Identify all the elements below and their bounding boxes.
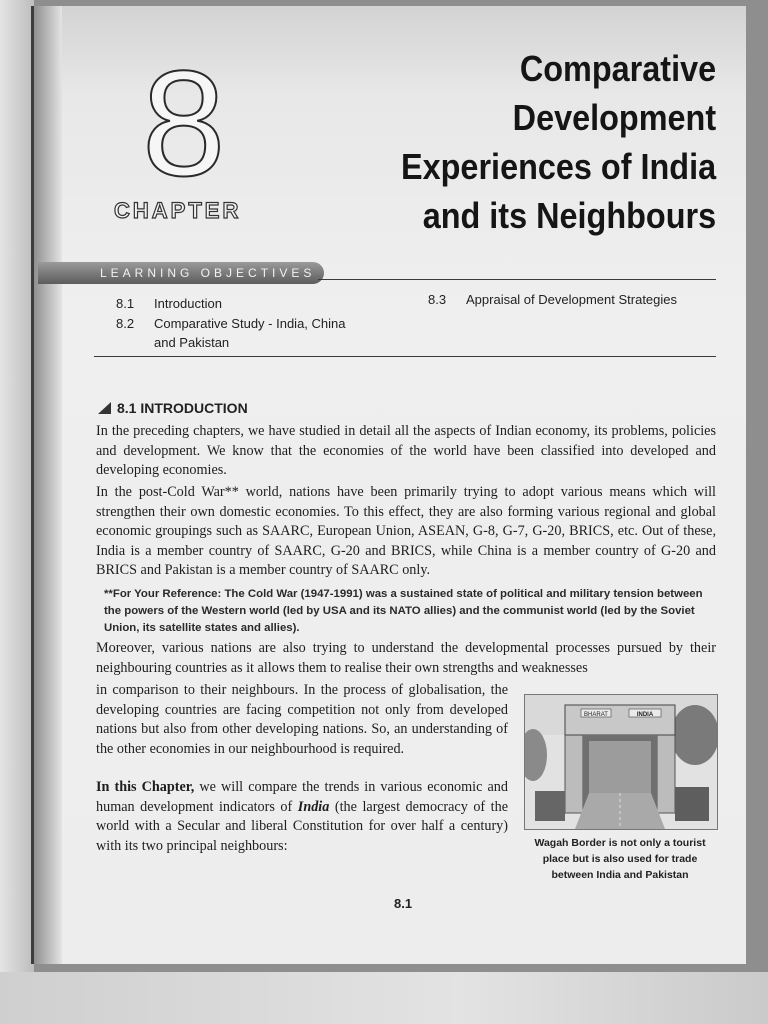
section-heading-text: 8.1 INTRODUCTION bbox=[117, 400, 248, 416]
objective-item-continuation: and Pakistan bbox=[154, 335, 230, 350]
paragraph-neighbours: Moreover, various nations are also trying to understand the developmental processes pursued by their neighbouring countries as it allows them to realise their own strengths and weaknesses bbox=[96, 640, 716, 676]
paragraph-text: we will compare the trends in various economic and human development indicators of bbox=[96, 779, 508, 815]
objective-item bbox=[116, 314, 345, 333]
paragraph-this-chapter bbox=[96, 778, 508, 856]
objectives-rule bbox=[94, 356, 716, 357]
chapter-title-line: Development bbox=[512, 97, 716, 138]
page-number: 8.1 bbox=[394, 896, 413, 911]
gate-sign-left: BHARAT bbox=[584, 712, 608, 718]
objective-text: Comparative Study - India, China bbox=[154, 316, 346, 331]
section-heading bbox=[98, 400, 248, 416]
page-gutter bbox=[34, 6, 62, 964]
chapter-title bbox=[401, 44, 716, 240]
triangle-bullet-icon bbox=[98, 402, 111, 414]
paragraph-globalisation: in comparison to their neighbours. In the process of globalisation, the developing countries are facing competition not only from developed nations but also from other developing nations. So, an understanding of the other economies in our neighbourhood is required. bbox=[96, 682, 508, 757]
book-page bbox=[34, 6, 746, 964]
banner-rule bbox=[318, 279, 716, 280]
paragraph-text: (the largest democracy of the world with a Secular and liberal Constitution for over half a century) with its two principal neighbours: bbox=[96, 798, 508, 854]
paragraph-intro: In the preceding chapters, we have studied in detail all the aspects of Indian economy, its problems, policies and development. We know that the economies of the world have been classified into developed and developing economies. bbox=[96, 423, 716, 478]
photo-caption: Wagah Border is not only a tourist place but is also used for trade between India and Pakistan bbox=[534, 837, 706, 881]
scan-left-edge bbox=[0, 0, 34, 1024]
objective-text: Introduction bbox=[154, 296, 222, 311]
emphasis-india: India bbox=[297, 798, 330, 815]
chapter-title-line: and its Neighbours bbox=[422, 195, 716, 236]
chapter-number: 8 bbox=[142, 39, 226, 207]
lead-phrase: In this Chapter, bbox=[96, 779, 195, 795]
gate-sign-right: INDIA bbox=[636, 712, 654, 718]
wagah-border-photo bbox=[524, 694, 718, 830]
chapter-title-line: Experiences of India bbox=[400, 146, 716, 187]
chapter-label: CHAPTER bbox=[114, 198, 242, 223]
objective-text: Appraisal of Development Strategies bbox=[466, 292, 678, 307]
objective-item bbox=[428, 290, 677, 309]
reference-note: **For Your Reference: The Cold War (1947-1991) was a sustained state of political and military tension between the powers of the Western world (led by USA and its NATO allies) and the communist world (led by the Soviet Union, its satellite states and allies). bbox=[104, 588, 703, 634]
paragraph-cold-war: In the post-Cold War** world, nations have been primarily trying to adopt various means which will strengthen their own domestic economies. To this effect, they are also forming various regional and global economic groupings such as SAARC, European Union, ASEAN, G-8, G-7, G-20, BRICS, etc. Out of these, India is a member country of SAARC, G-20 and BRICS, while China is a member country of G-20 and BRICS and Pakistan is a member country of SAARC only. bbox=[96, 484, 716, 578]
objective-number: 8.2 bbox=[116, 316, 135, 331]
objective-item bbox=[116, 294, 222, 313]
objective-number: 8.3 bbox=[428, 292, 447, 307]
objective-number: 8.1 bbox=[116, 296, 135, 311]
next-page-edge bbox=[0, 972, 768, 1024]
learning-objectives-banner: LEARNING OBJECTIVES bbox=[38, 262, 324, 284]
wagah-border-illustration bbox=[525, 695, 717, 829]
chapter-title-line: Comparative bbox=[519, 48, 716, 89]
